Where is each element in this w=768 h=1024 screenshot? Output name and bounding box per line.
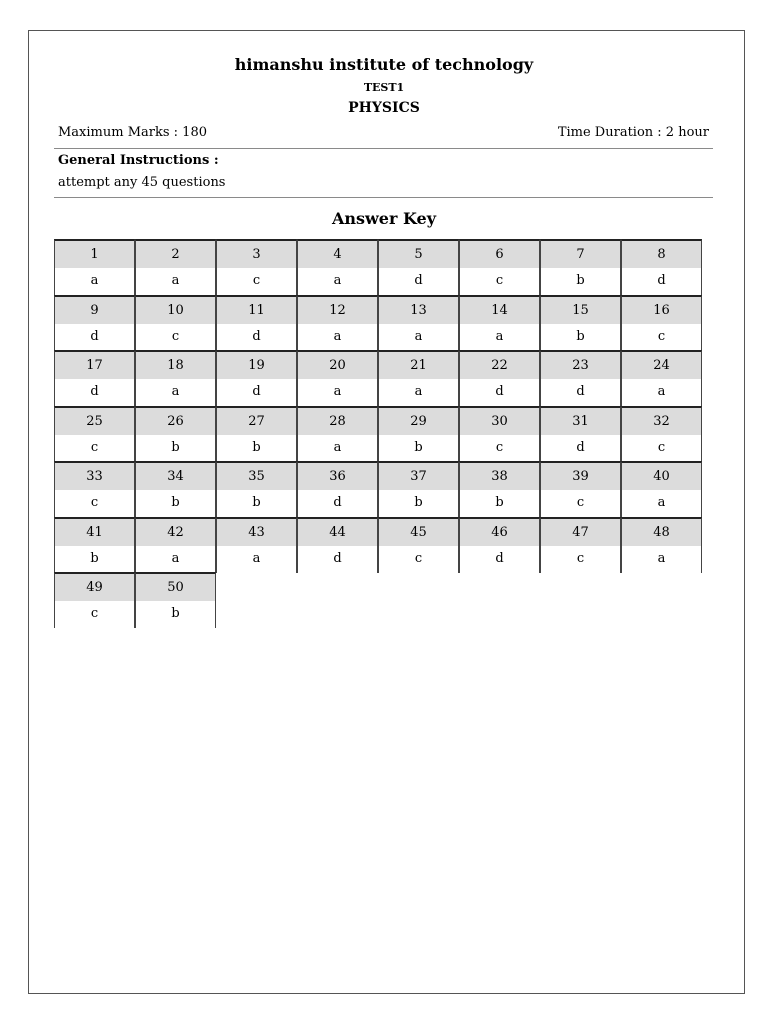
question-number: 24: [622, 352, 701, 379]
question-number: 47: [541, 519, 620, 546]
answer-option: a: [298, 268, 377, 295]
answer-key-cell: [459, 406, 540, 462]
answer-option: d: [217, 379, 296, 406]
answer-key-cell: [297, 517, 378, 573]
answer-option: b: [460, 490, 539, 517]
question-number: 27: [217, 408, 296, 435]
question-number: 7: [541, 241, 620, 268]
question-number: 22: [460, 352, 539, 379]
answer-key-cell: [297, 406, 378, 462]
question-number: 11: [217, 297, 296, 324]
answer-key-cell: [135, 295, 216, 351]
question-number: 15: [541, 297, 620, 324]
answer-key-cell: [621, 517, 702, 573]
answer-option: a: [622, 546, 701, 573]
answer-option: b: [217, 435, 296, 462]
answer-key-cell: [378, 517, 459, 573]
answer-option: d: [55, 324, 134, 351]
question-number: 39: [541, 463, 620, 490]
question-number: 44: [298, 519, 377, 546]
answer-key-cell: [621, 461, 702, 517]
question-number: 30: [460, 408, 539, 435]
question-number: 32: [622, 408, 701, 435]
question-number: 6: [460, 241, 539, 268]
answer-option: c: [460, 435, 539, 462]
answer-option: c: [622, 435, 701, 462]
question-number: 13: [379, 297, 458, 324]
answer-key-cell: [540, 295, 621, 351]
answer-option: d: [460, 379, 539, 406]
answer-option: b: [136, 490, 215, 517]
answer-option: a: [298, 324, 377, 351]
answer-key-cell: [54, 295, 135, 351]
answer-key-cell: [540, 517, 621, 573]
answer-key-cell: [540, 461, 621, 517]
answer-option: b: [379, 435, 458, 462]
answer-key-cell: [540, 239, 621, 295]
answer-key-cell: [216, 517, 297, 573]
question-number: 49: [55, 574, 134, 601]
answer-key-cell: [216, 406, 297, 462]
answer-key-cell: [540, 350, 621, 406]
answer-key-cell: [135, 406, 216, 462]
answer-option: b: [136, 435, 215, 462]
question-number: 43: [217, 519, 296, 546]
question-number: 20: [298, 352, 377, 379]
answer-key-cell: [459, 239, 540, 295]
answer-option: b: [136, 601, 215, 628]
subject-title: PHYSICS: [348, 100, 420, 116]
answer-key-cell: [297, 295, 378, 351]
question-number: 14: [460, 297, 539, 324]
question-number: 29: [379, 408, 458, 435]
question-number: 31: [541, 408, 620, 435]
question-number: 36: [298, 463, 377, 490]
answer-key-cell: [378, 406, 459, 462]
answer-key-cell: [135, 517, 216, 573]
answer-key-cell: [621, 239, 702, 295]
question-number: 40: [622, 463, 701, 490]
question-number: 37: [379, 463, 458, 490]
answer-option: c: [622, 324, 701, 351]
answer-key-cell: [216, 461, 297, 517]
question-number: 10: [136, 297, 215, 324]
question-number: 18: [136, 352, 215, 379]
answer-option: a: [460, 324, 539, 351]
question-number: 46: [460, 519, 539, 546]
answer-option: d: [541, 379, 620, 406]
institute-name: himanshu institute of technology: [234, 55, 534, 74]
answer-option: b: [217, 490, 296, 517]
question-number: 28: [298, 408, 377, 435]
question-number: 19: [217, 352, 296, 379]
answer-option: a: [136, 379, 215, 406]
answer-option: c: [55, 490, 134, 517]
answer-key-cell: [459, 461, 540, 517]
maximum-marks: Maximum Marks : 180: [58, 125, 207, 140]
question-number: 35: [217, 463, 296, 490]
answer-option: d: [298, 490, 377, 517]
answer-key-cell: [297, 461, 378, 517]
answer-option: d: [217, 324, 296, 351]
answer-option: a: [298, 435, 377, 462]
question-number: 9: [55, 297, 134, 324]
answer-key-cell: [378, 239, 459, 295]
answer-key-cell: [216, 350, 297, 406]
answer-option: b: [55, 546, 134, 573]
answer-option: d: [379, 268, 458, 295]
answer-option: d: [298, 546, 377, 573]
answer-option: c: [541, 546, 620, 573]
answer-key-cell: [54, 350, 135, 406]
answer-key-cell: [54, 406, 135, 462]
question-number: 45: [379, 519, 458, 546]
answer-option: d: [622, 268, 701, 295]
answer-option: c: [379, 546, 458, 573]
answer-key-cell: [378, 461, 459, 517]
question-number: 12: [298, 297, 377, 324]
answer-option: b: [541, 324, 620, 351]
answer-option: a: [622, 379, 701, 406]
answer-key-cell: [54, 517, 135, 573]
answer-option: a: [379, 379, 458, 406]
question-number: 38: [460, 463, 539, 490]
question-number: 4: [298, 241, 377, 268]
answer-key-cell: [135, 461, 216, 517]
question-number: 3: [217, 241, 296, 268]
answer-option: a: [55, 268, 134, 295]
question-number: 16: [622, 297, 701, 324]
answer-key-cell: [54, 461, 135, 517]
answer-key-cell: [621, 406, 702, 462]
question-number: 48: [622, 519, 701, 546]
answer-option: b: [379, 490, 458, 517]
question-number: 17: [55, 352, 134, 379]
answer-key-cell: [621, 295, 702, 351]
answer-option: d: [541, 435, 620, 462]
answer-key-cell: [621, 350, 702, 406]
question-number: 2: [136, 241, 215, 268]
answer-key-cell: [54, 239, 135, 295]
answer-key-cell: [540, 406, 621, 462]
question-number: 34: [136, 463, 215, 490]
answer-option: b: [541, 268, 620, 295]
answer-key-cell: [459, 517, 540, 573]
answer-key-cell: [135, 350, 216, 406]
question-number: 5: [379, 241, 458, 268]
answer-option: d: [460, 546, 539, 573]
question-number: 23: [541, 352, 620, 379]
instructions-title: General Instructions :: [58, 153, 219, 168]
answer-key-cell: [459, 350, 540, 406]
question-number: 26: [136, 408, 215, 435]
answer-key-cell: [135, 239, 216, 295]
answer-key-cell: [216, 295, 297, 351]
question-number: 25: [55, 408, 134, 435]
question-number: 33: [55, 463, 134, 490]
answer-option: d: [55, 379, 134, 406]
answer-key-cell: [54, 572, 135, 628]
time-duration: Time Duration : 2 hour: [557, 125, 709, 140]
answer-option: a: [298, 379, 377, 406]
question-number: 8: [622, 241, 701, 268]
answer-key-cell: [216, 239, 297, 295]
answer-key-cell: [297, 350, 378, 406]
question-number: 1: [55, 241, 134, 268]
answer-option: a: [136, 268, 215, 295]
answer-key-cell: [378, 350, 459, 406]
answer-key-cell: [459, 295, 540, 351]
answer-option: c: [55, 601, 134, 628]
question-number: 41: [55, 519, 134, 546]
instructions-text: attempt any 45 questions: [58, 175, 226, 190]
answer-option: a: [217, 546, 296, 573]
answer-option: a: [379, 324, 458, 351]
answer-key-cell: [378, 295, 459, 351]
answer-option: c: [136, 324, 215, 351]
answer-option: a: [622, 490, 701, 517]
question-number: 42: [136, 519, 215, 546]
divider: [54, 148, 713, 149]
answer-key-cell: [135, 572, 216, 628]
answer-option: c: [217, 268, 296, 295]
answer-key-cell: [297, 239, 378, 295]
answer-option: c: [541, 490, 620, 517]
answer-key-title: Answer Key: [331, 209, 437, 228]
question-number: 50: [136, 574, 215, 601]
answer-option: c: [55, 435, 134, 462]
divider: [54, 197, 713, 198]
test-name: TEST1: [363, 81, 405, 94]
answer-option: c: [460, 268, 539, 295]
question-number: 21: [379, 352, 458, 379]
answer-option: a: [136, 546, 215, 573]
